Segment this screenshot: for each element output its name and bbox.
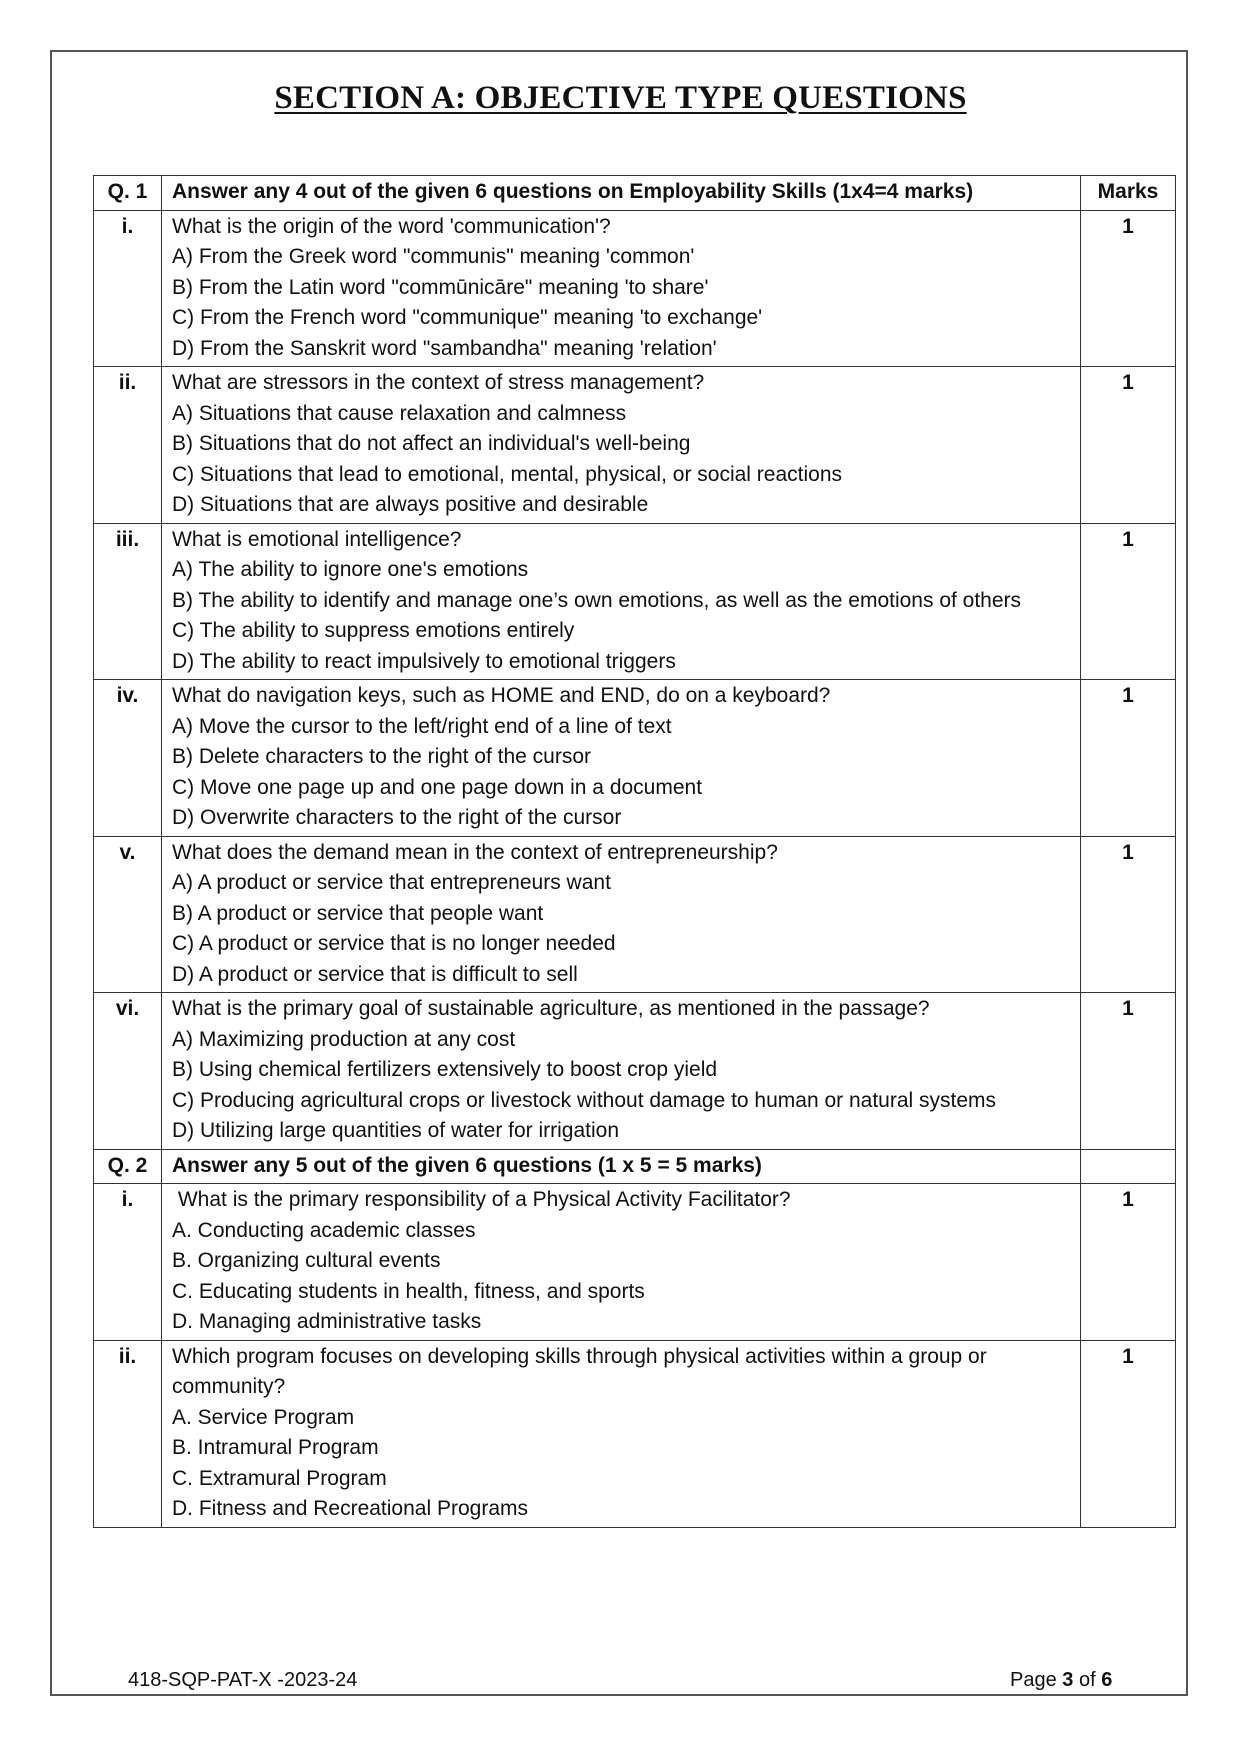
option-d: D) From the Sanskrit word "sambandha" meaning 'relation' [172,336,717,360]
option-b: B. Intramural Program [172,1436,379,1459]
option-a: A) The ability to ignore one's emotions [172,558,529,581]
section-title: SECTION A: OBJECTIVE TYPE QUESTIONS [274,80,967,116]
option-d: D) Overwrite characters to the right of the cursor [172,806,622,829]
question-row [94,1340,1176,1527]
question-cell [162,993,1081,1150]
question-marks: 1 [1081,1184,1176,1341]
question-number: iii. [94,523,162,680]
question-row [94,367,1176,524]
paper-code: 418-SQP-PAT-X -2023-24 [128,1669,358,1691]
q2-marks-empty [1081,1149,1176,1184]
q2-instruction: Answer any 5 out of the given 6 questions (1 x 5 = 5 marks) [162,1149,1081,1184]
question-row [94,1184,1176,1341]
question-marks: 1 [1081,680,1176,837]
question-number: v. [94,836,162,993]
option-d: D) A product or service that is difficult to sell [172,962,578,986]
q1-instruction: Answer any 4 out of the given 6 questions on Employability Skills (1x4=4 marks) [162,176,1081,211]
question-text: What do navigation keys, such as HOME and END, do on a keyboard? [172,684,831,707]
option-d: D) Situations that are always positive and desirable [172,493,649,516]
page-current: 3 [1062,1669,1074,1691]
question-cell [162,1184,1081,1341]
option-c: C) From the French word "communique" meaning 'to exchange' [172,306,763,329]
question-number: vi. [94,993,162,1150]
question-marks: 1 [1081,367,1176,524]
question-row [94,680,1176,837]
option-c: C. Educating students in health, fitness, and sports [172,1279,645,1303]
question-text: What does the demand mean in the context of entrepreneurship? [172,840,778,864]
question-text: What is the primary goal of sustainable agriculture, as mentioned in the passage? [172,997,930,1020]
question-number: ii. [94,367,162,524]
option-b: B) Situations that do not affect an individual's well-being [172,432,691,455]
option-c: C. Extramural Program [172,1466,387,1490]
option-c: C) A product or service that is no longer needed [172,932,616,955]
question-text: What is the origin of the word 'communication'? [172,214,611,238]
q2-header-row [94,1149,1176,1184]
page-word: Page [1010,1669,1063,1691]
page-total: 6 [1101,1669,1113,1691]
question-number: iv. [94,680,162,837]
question-cell [162,523,1081,680]
question-text: What is the primary responsibility of a Physical Activity Facilitator? [172,1188,791,1211]
question-text: What is emotional intelligence? [172,527,462,551]
q1-number: Q. 1 [94,176,162,211]
question-row [94,210,1176,367]
question-row [94,836,1176,993]
option-d: D. Managing administrative tasks [172,1310,482,1333]
question-number: i. [94,1184,162,1341]
question-marks: 1 [1081,210,1176,367]
option-a: A. Conducting academic classes [172,1218,476,1242]
question-row [94,523,1176,680]
option-b: B. Organizing cultural events [172,1249,441,1272]
option-b: B) A product or service that people want [172,901,544,925]
option-c: C) The ability to suppress emotions entirely [172,619,575,642]
question-row [94,993,1176,1150]
question-number: i. [94,210,162,367]
question-marks: 1 [1081,836,1176,993]
question-text: What are stressors in the context of stress management? [172,371,705,394]
question-cell [162,367,1081,524]
option-c: C) Move one page up and one page down in a document [172,775,703,799]
question-cell [162,836,1081,993]
question-text: Which program focuses on developing skills through physical activities within a group or community? [172,1344,987,1398]
option-b: B) The ability to identify and manage one’s own emotions, as well as the emotions of others [172,588,1022,612]
option-b: B) Delete characters to the right of the cursor [172,745,592,768]
option-a: A) Maximizing production at any cost [172,1027,516,1051]
option-a: A) Situations that cause relaxation and calmness [172,401,627,425]
q2-number: Q. 2 [94,1149,162,1184]
question-cell [162,1340,1081,1527]
option-b: B) Using chemical fertilizers extensively to boost crop yield [172,1058,718,1081]
question-cell [162,680,1081,837]
question-marks: 1 [1081,1340,1176,1527]
option-c: C) Situations that lead to emotional, mental, physical, or social reactions [172,462,843,486]
option-b: B) From the Latin word "commūnicāre" meaning 'to share' [172,275,709,299]
option-d: D) The ability to react impulsively to emotional triggers [172,649,676,673]
question-marks: 1 [1081,993,1176,1150]
question-cell [162,210,1081,367]
page-number [1010,1669,1112,1692]
option-a: A) From the Greek word "communis" meaning 'common' [172,245,695,268]
question-table [93,175,1176,1528]
q1-header-row [94,176,1176,211]
option-d: D) Utilizing large quantities of water for irrigation [172,1119,620,1142]
option-c: C) Producing agricultural crops or livestock without damage to human or natural systems [172,1088,997,1112]
marks-header: Marks [1081,176,1176,211]
question-number: ii. [94,1340,162,1527]
option-d: D. Fitness and Recreational Programs [172,1497,528,1520]
question-marks: 1 [1081,523,1176,680]
page-of: of [1073,1669,1102,1691]
option-a: A. Service Program [172,1405,355,1429]
option-a: A) A product or service that entrepreneurs want [172,871,611,894]
option-a: A) Move the cursor to the left/right end of a line of text [172,714,672,738]
